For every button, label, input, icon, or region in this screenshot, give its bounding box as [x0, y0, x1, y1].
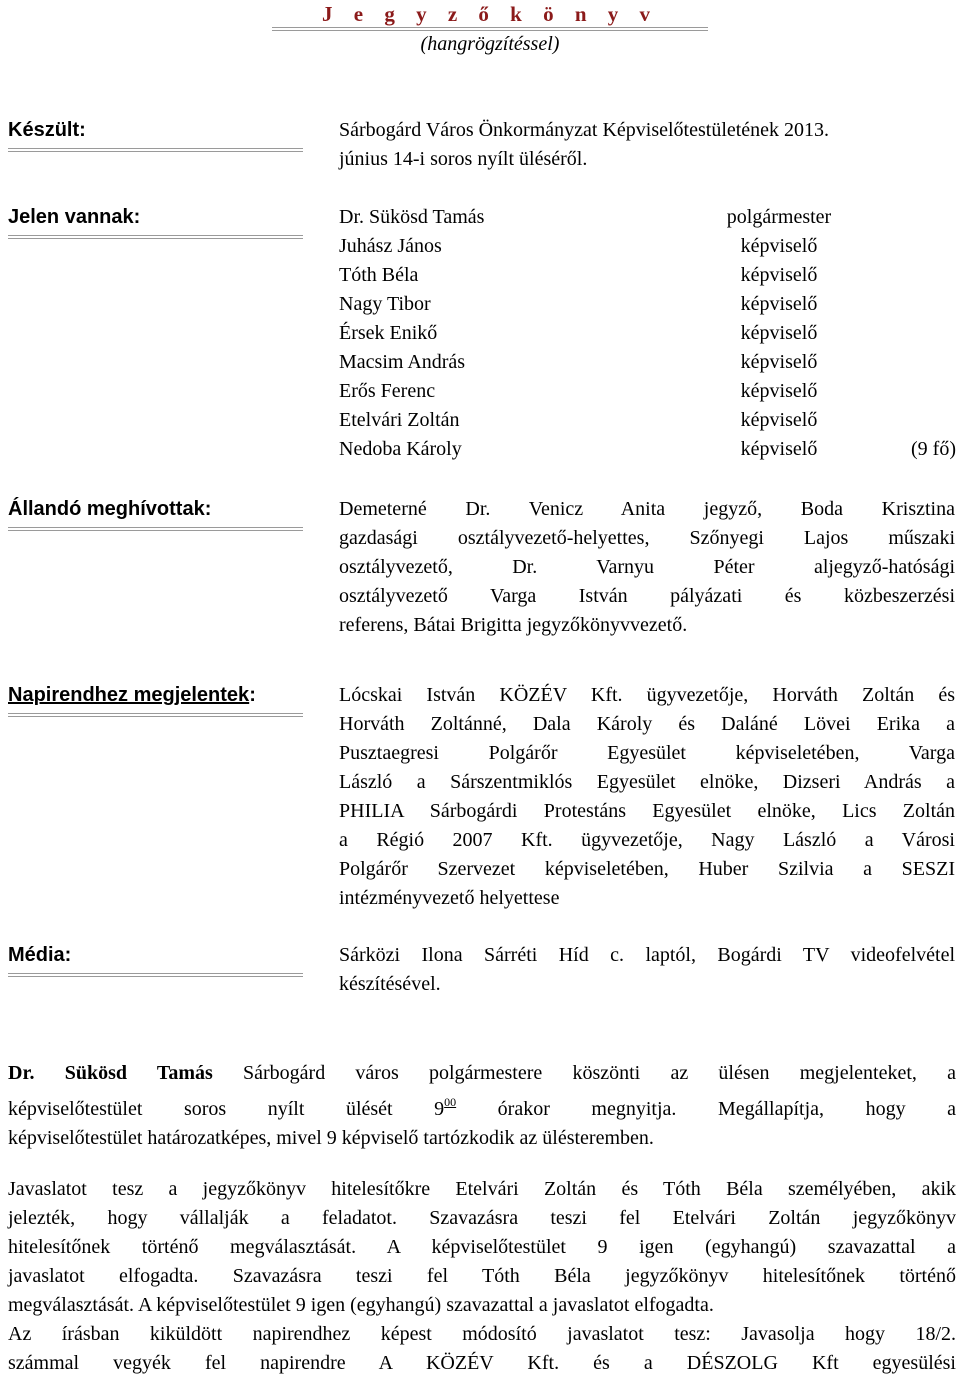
time-superscript: 00 — [444, 1095, 457, 1109]
attendee-role: képviselő — [740, 264, 818, 286]
attendee-row — [339, 406, 956, 435]
text-line: Sárközi Ilona Sárréti Híd c. laptól, Bogárdi TV videofelvétel — [339, 944, 955, 966]
attendee-row — [339, 290, 956, 319]
text-line: számmal vegyék fel napirendre A KÖZÉV Kft. és a DÉSZOLG Kft egyesülési — [8, 1352, 956, 1374]
text-line: jelezték, hogy vállalják a feladatot. Szavazásra teszi fel Etelvári Zoltán jegyzőkönyv — [8, 1207, 956, 1229]
keszult-line: június 14-i soros nyílt üléséről. — [339, 148, 588, 170]
text-line — [8, 1059, 956, 1088]
label-napirendhez-megjelentek — [8, 683, 303, 717]
mayor-name: Dr. Sükösd Tamás — [8, 1062, 213, 1084]
text-line: Lócskai István KÖZÉV Kft. ügyvezetője, Horváth Zoltán és — [339, 684, 955, 706]
attendee-name: Juhász János — [339, 235, 442, 257]
text-line: Horváth Zoltánné, Dala Károly és Daláné Lövei Erika a — [339, 713, 955, 735]
text-fragment: Sárbogárd város polgármestere köszönti az ülésen megjelenteket, a — [212, 1062, 956, 1084]
attendee-name: Nagy Tibor — [339, 293, 431, 315]
attendee-role: képviselő — [740, 351, 818, 373]
attendee-name: Macsim András — [339, 351, 466, 373]
label-keszult: Készült: — [8, 118, 303, 152]
attendee-name: Etelvári Zoltán — [339, 409, 460, 431]
attendee-role: képviselő — [740, 322, 818, 344]
label-allando-meghivottak: Állandó meghívottak: — [8, 497, 303, 531]
text-line: Polgárőr Szervezet képviseletében, Huber Szilvia a SESZI — [339, 858, 955, 880]
attendee-row — [339, 319, 956, 348]
text-line: megválasztását. A képviselőtestület 9 igen (egyhangú) szavazattal a javaslatot elfogadta. — [8, 1294, 714, 1316]
keszult-line: Sárbogárd Város Önkormányzat Képviselőtestületének 2013. — [339, 119, 830, 141]
text-line: intézményvezető helyettese — [339, 887, 560, 909]
text-line: osztályvezető, Dr. Varnyu Péter aljegyző-hatósági — [339, 556, 955, 578]
keszult-text — [339, 116, 955, 174]
attendee-role: képviselő — [740, 235, 818, 257]
text-line: gazdasági osztályvezető-helyettes, Szőnyegi Lajos műszaki — [339, 527, 955, 549]
attendee-role: képviselő — [740, 409, 818, 431]
attendee-role: polgármester — [726, 206, 832, 228]
text-line: PHILIA Sárbogárdi Protestáns Egyesület elnöke, Lics Zoltán — [339, 800, 955, 822]
label-jelen-vannak: Jelen vannak: — [8, 205, 303, 239]
label-colon: : — [249, 684, 256, 706]
text-fragment: képviselőtestület soros nyílt ülését 9 — [8, 1098, 445, 1120]
text-line: javaslatot elfogadta. Szavazásra teszi fel Tóth Béla jegyzőkönyv hitelesítőnek történő — [8, 1265, 956, 1287]
text-fragment: órakor megnyitja. Megállapítja, hogy a — [456, 1098, 956, 1120]
text-line: Javaslatot tesz a jegyzőkönyv hitelesítőkre Etelvári Zoltán és Tóth Béla személyében, akik — [8, 1178, 956, 1200]
text-line: a Régió 2007 Kft. ügyvezetője, Nagy László a Városi — [339, 829, 955, 851]
text-line: osztályvezető Varga István pályázati és közbeszerzési — [339, 585, 955, 607]
text-line: referens, Bátai Brigitta jegyzőkönyvvezető. — [339, 614, 688, 636]
attendee-name: Dr. Sükösd Tamás — [339, 206, 485, 228]
attendee-name: Erős Ferenc — [339, 380, 436, 402]
label-media: Média: — [8, 943, 303, 977]
text-line: László a Sárszentmiklós Egyesület elnöke, Dizseri András a — [339, 771, 955, 793]
attendee-row — [339, 377, 956, 406]
protocol-paragraph — [8, 1175, 956, 1378]
attendee-list — [339, 203, 956, 464]
media-text — [339, 941, 955, 999]
text-line: képviselőtestület határozatképes, mivel 9 képviselő tartózkodik az ülésteremben. — [8, 1127, 654, 1149]
attendee-name: Tóth Béla — [339, 264, 419, 286]
text-line: Demeterné Dr. Venicz Anita jegyző, Boda Krisztina — [339, 498, 955, 520]
napirend-text — [339, 681, 955, 913]
attendee-count: (9 fő) — [911, 438, 956, 460]
attendee-row — [339, 203, 956, 232]
attendee-role: képviselő — [740, 380, 818, 402]
document-title: J e g y z ő k ö n y v — [272, 2, 708, 31]
attendee-row — [339, 261, 956, 290]
attendee-name: Nedoba Károly — [339, 438, 462, 460]
document-subtitle: (hangrögzítéssel) — [420, 33, 560, 55]
opening-paragraph — [8, 1059, 956, 1153]
text-line: Pusztaegresi Polgárőr Egyesület képviseletében, Varga — [339, 742, 955, 764]
allando-text — [339, 495, 955, 640]
attendee-row — [339, 348, 956, 377]
text-line: készítésével. — [339, 973, 441, 995]
attendee-role: képviselő — [740, 293, 818, 315]
attendee-row — [339, 435, 956, 464]
attendee-row — [339, 232, 956, 261]
attendee-name: Érsek Enikő — [339, 322, 438, 344]
attendee-role: képviselő — [740, 438, 818, 460]
label-napirendhez-text: Napirendhez megjelentek — [8, 684, 250, 706]
text-line: hitelesítőnek történő megválasztását. A képviselőtestület 9 igen (egyhangú) szavazattal a — [8, 1236, 956, 1258]
text-line — [8, 1088, 956, 1124]
text-line: Az írásban kiküldött napirendhez képest módosító javaslatot tesz: Javasolja hogy 18/2. — [8, 1323, 956, 1345]
